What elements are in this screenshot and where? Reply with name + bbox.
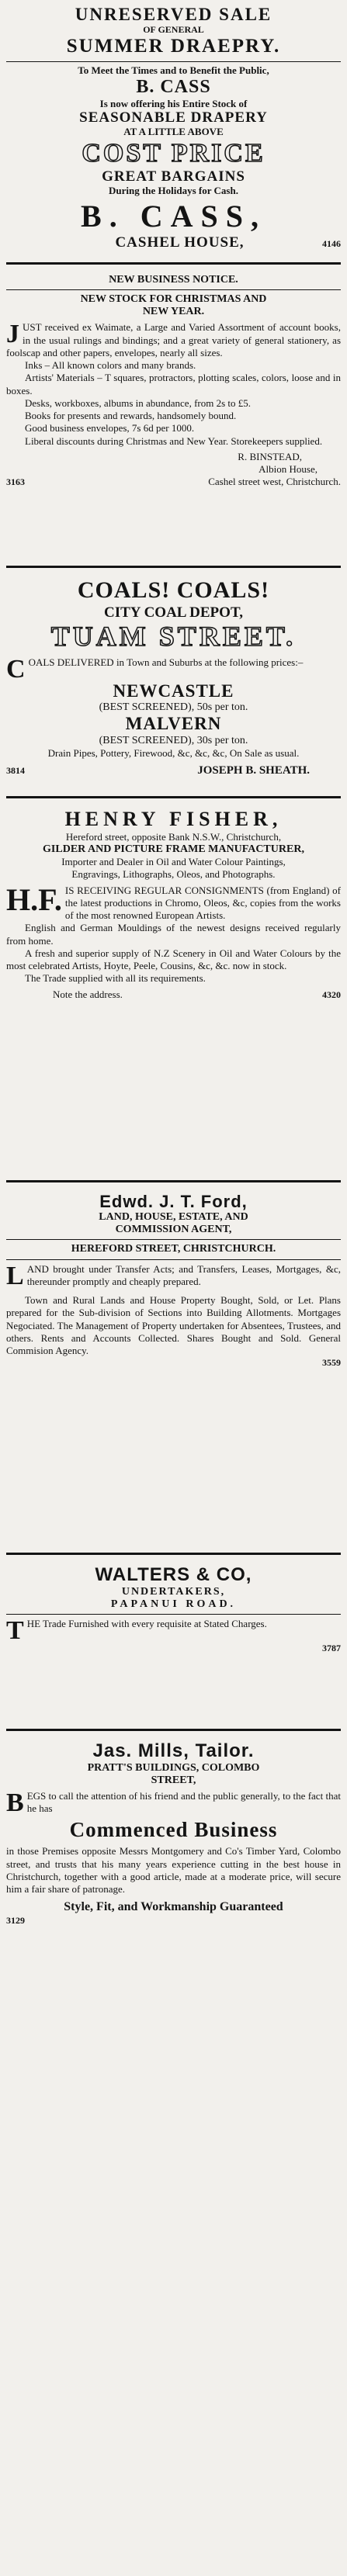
- notice-title: NEW BUSINESS NOTICE.: [109, 274, 238, 286]
- ad-number: 3787: [322, 1642, 341, 1653]
- divider: [6, 1614, 341, 1615]
- mills-address: STREET,: [151, 1774, 196, 1786]
- sale-cost-price: COST PRICE: [82, 139, 265, 168]
- dropcap: C: [6, 654, 26, 684]
- sale-summer-drapery: SUMMER DRAEPRY.: [66, 36, 281, 57]
- fisher-note: Note the address.: [53, 988, 123, 1000]
- walters-address: PAPANUI ROAD.: [110, 1598, 237, 1610]
- coals-malvern-price: (BEST SCREENED), 30s per ton.: [99, 734, 248, 746]
- ad-number: 3814: [6, 765, 25, 777]
- sale-offer: Is now offering his Entire Stock of: [99, 97, 248, 109]
- fisher-importer: Importer and Dealer in Oil and Water Colour Paintings,: [61, 856, 286, 868]
- sale-merchant-name: B. CASS: [136, 76, 211, 97]
- dropcap: T: [6, 1615, 24, 1645]
- notice-artists: Artists' Materials – T squares, protractors, plotting scales, colors, loose and in boxes.: [6, 372, 341, 396]
- fisher-consignments: H.F. IS RECEIVING REGULAR CONSIGNMENTS (from England) of the latest productions in Chromo, Oleos, &c, copies from the works of the most renowned European Artists.: [6, 881, 341, 922]
- walters-body: THE Trade Furnished with every requisite at Stated Charges.: [6, 1615, 267, 1645]
- coals-footer: [6, 764, 341, 777]
- notice-books: Books for presents and rewards, handsomely bound.: [25, 410, 237, 422]
- dropcap: J: [6, 320, 19, 349]
- ad-henry-fisher: [6, 803, 341, 1175]
- ad-number: 3163: [6, 476, 25, 488]
- notice-address: Cashel street west, Christchurch.: [208, 476, 341, 488]
- coals-body: COALS DELIVERED in Town and Suburbs at the following prices:–: [6, 654, 304, 684]
- fisher-scenery: A fresh and superior supply of N.Z Scenery in Oil and Water Colours by the most celebrated Artists, Hoyte, Peele, Cousins, &c, &c. now in stock.: [6, 947, 341, 972]
- mills-name: Jas. Mills, Tailor.: [92, 1740, 255, 1761]
- ford-footer: [6, 1357, 341, 1369]
- divider: [6, 1729, 341, 1731]
- coals-newcastle-price: (BEST SCREENED), 50s per ton.: [99, 701, 248, 714]
- ad-number: 3559: [322, 1357, 341, 1369]
- ad-binstead-notice: [6, 269, 341, 561]
- notice-subtitle: NEW STOCK FOR CHRISTMAS AND: [80, 293, 267, 306]
- fisher-footer: [6, 989, 341, 1001]
- sale-holidays: During the Holidays for Cash.: [109, 185, 238, 197]
- coals-depot: CITY COAL DEPOT,: [104, 604, 243, 621]
- ford-services: Town and Rural Lands and House Property Bought, Sold, or Let. Plans prepared for the Sub-division of Sections into Building Allotments. Mortgages Negociated. The Management of Property undertaken for Absentees, Trustees, and others. Rents and Accounts Collected. Shares Bought and Sold. General Commision Agency.: [6, 1294, 341, 1357]
- dropcap: L: [6, 1261, 24, 1290]
- mills-guarantee: Style, Fit, and Workmanship Guaranteed: [64, 1900, 283, 1914]
- fisher-monogram: H.F.: [6, 881, 62, 917]
- ad-ford: [6, 1187, 341, 1548]
- sale-merchant-signature: B. CASS,: [81, 199, 266, 234]
- fisher-trade-supply: The Trade supplied with all its requirements.: [25, 972, 206, 985]
- sale-little-above: AT A LITTLE ABOVE: [123, 126, 224, 138]
- coals-title: COALS! COALS!: [77, 577, 270, 603]
- divider: [6, 61, 341, 62]
- sale-bargains: GREAT BARGAINS: [102, 168, 245, 185]
- sale-seasonable: SEASONABLE DRAPERY: [79, 109, 268, 126]
- sale-cashel-house: CASHEL HOUSE,: [115, 234, 245, 251]
- ad-number: 4146: [321, 238, 341, 250]
- walters-name: WALTERS & CO,: [95, 1564, 252, 1585]
- divider: [6, 1553, 341, 1555]
- ad-mills: [6, 1736, 341, 2131]
- notice-subtitle: NEW YEAR.: [142, 306, 205, 318]
- divider: [6, 796, 341, 798]
- ad-cass-sale: [6, 0, 341, 258]
- ford-body: LAND brought under Transfer Acts; and Transfers, Leases, Mortgages, &c, thereunder promptly and cheaply prepared.: [6, 1261, 341, 1290]
- dropcap: B: [6, 1788, 24, 1817]
- notice-house: Albion House,: [259, 463, 318, 476]
- ad-number: 4320: [322, 989, 341, 1000]
- mills-banner: Commenced Business: [69, 1818, 278, 1842]
- walters-trade: UNDERTAKERS,: [121, 1585, 226, 1598]
- fisher-trade: GILDER AND PICTURE FRAME MANUFACTURER,: [43, 843, 304, 856]
- coals-newcastle: NEWCASTLE: [113, 680, 234, 701]
- divider: [6, 1180, 341, 1182]
- mills-body: BEGS to call the attention of his friend and the public generally, to the fact that he has: [6, 1788, 341, 1817]
- coals-extra: Drain Pipes, Pottery, Firewood, &c, &c, &c, On Sale as usual.: [47, 746, 300, 759]
- divider: [6, 262, 341, 265]
- ad-number: 3129: [6, 1914, 25, 1926]
- ad-walters: [6, 1560, 341, 1724]
- notice-desks: Desks, workboxes, albums in abundance, from 2s to £5.: [25, 396, 252, 409]
- sale-intro: To Meet the Times and to Benefit the Public,: [78, 64, 269, 76]
- divider: [6, 566, 341, 568]
- notice-signature: R. BINSTEAD,: [238, 450, 302, 462]
- ford-trade: LAND, HOUSE, ESTATE, AND: [99, 1211, 248, 1224]
- notice-envelopes: Good business envelopes, 7s 6d per 1000.: [25, 422, 195, 435]
- mills-footer: [6, 1915, 341, 1927]
- divider: [6, 1239, 341, 1240]
- ford-name: Edwd. J. T. Ford,: [99, 1192, 248, 1211]
- coals-malvern: MALVERN: [125, 714, 222, 734]
- walters-footer: [6, 1643, 341, 1654]
- divider: [6, 1259, 341, 1260]
- sale-footer: [6, 234, 341, 251]
- ford-address: HEREFORD STREET, CHRISTCHURCH.: [71, 1243, 276, 1255]
- notice-discounts: Liberal discounts during Christmas and New Year. Storekeepers supplied.: [25, 435, 323, 447]
- coals-signature: JOSEPH B. SHEATH.: [197, 764, 310, 777]
- notice-body: JUST received ex Waimate, a Large and Varied Assortment of account books, in the usual rulings and bindings; and a great variety of general stationery, as foolscap and other papers, envelopes, nearly all sizes.: [6, 320, 341, 358]
- fisher-mouldings: English and German Mouldings of the newest designs received regularly from home.: [6, 922, 341, 947]
- fisher-name: HENRY FISHER,: [64, 808, 283, 830]
- divider: [6, 289, 341, 290]
- fisher-items: Engravings, Lithographs, Oleos, and Photographs.: [71, 868, 276, 881]
- ford-trade: COMMISSION AGENT,: [115, 1224, 232, 1236]
- notice-inks: Inks – All known colors and many brands.: [25, 359, 196, 372]
- notice-footer: [6, 476, 341, 488]
- mills-premises: in those Premises opposite Messrs Montgomery and Co's Timber Yard, Colombo street, and trusts that his many years experience cutting in the best house in Christchurch, together with a good article, made at a moderate price, will secure him a fair share of patronage.: [6, 1845, 341, 1896]
- coals-street: TUAM STREET.: [50, 621, 297, 653]
- ad-coals: [6, 573, 341, 791]
- mills-address: PRATT'S BUILDINGS, COLOMBO: [87, 1761, 260, 1774]
- fisher-address: Hereford street, opposite Bank N.S.W., Christchurch,: [65, 830, 282, 843]
- sale-headline: UNRESERVED SALE: [75, 5, 272, 24]
- sale-of-general: OF GENERAL: [143, 24, 204, 36]
